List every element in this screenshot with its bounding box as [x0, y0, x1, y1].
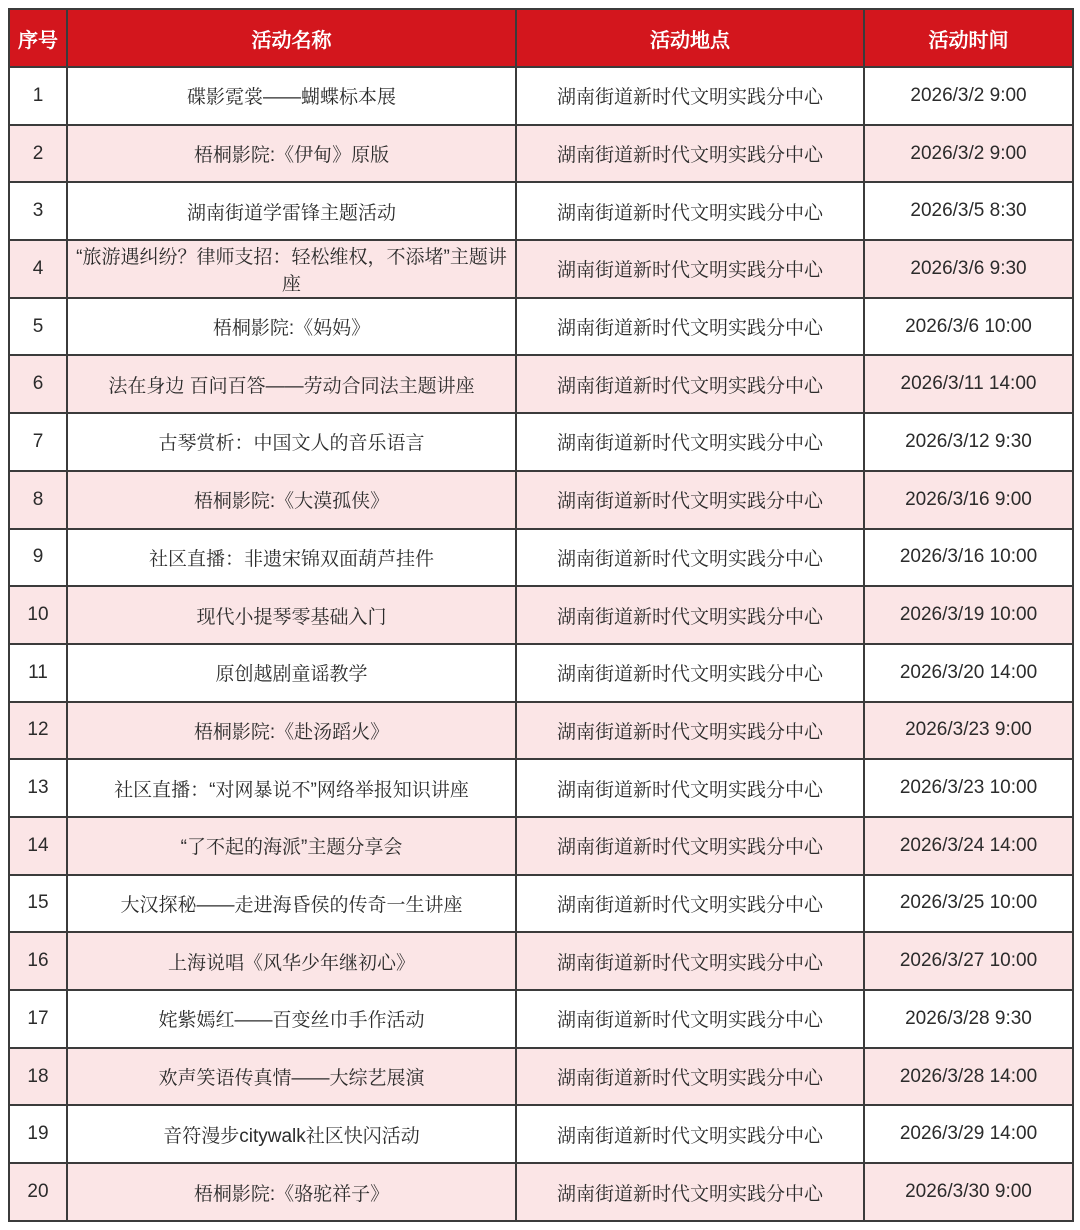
activity-location: 湖南街道新时代文明实践分中心 [516, 1163, 864, 1221]
activity-location: 湖南街道新时代文明实践分中心 [516, 67, 864, 125]
activity-location: 湖南街道新时代文明实践分中心 [516, 759, 864, 817]
row-number: 2 [9, 125, 67, 183]
row-number: 12 [9, 702, 67, 760]
activity-location: 湖南街道新时代文明实践分中心 [516, 990, 864, 1048]
activity-name: 现代小提琴零基础入门 [67, 586, 516, 644]
activity-time: 2026/3/6 10:00 [864, 298, 1073, 356]
activity-time: 2026/3/5 8:30 [864, 182, 1073, 240]
activity-time: 2026/3/19 10:00 [864, 586, 1073, 644]
activity-time: 2026/3/16 9:00 [864, 471, 1073, 529]
activity-name: 社区直播：非遗宋锦双面葫芦挂件 [67, 529, 516, 587]
activity-time: 2026/3/2 9:00 [864, 67, 1073, 125]
row-number: 19 [9, 1105, 67, 1163]
activity-name: 梧桐影院:《赴汤蹈火》 [67, 702, 516, 760]
row-number: 14 [9, 817, 67, 875]
activity-location: 湖南街道新时代文明实践分中心 [516, 125, 864, 183]
table-row [9, 759, 1073, 817]
activity-location: 湖南街道新时代文明实践分中心 [516, 529, 864, 587]
activity-name: 梧桐影院:《大漠孤侠》 [67, 471, 516, 529]
activity-location: 湖南街道新时代文明实践分中心 [516, 355, 864, 413]
row-number: 15 [9, 875, 67, 933]
header-row [9, 9, 1073, 67]
activity-name: 碟影霓裳——蝴蝶标本展 [67, 67, 516, 125]
activity-name: 梧桐影院:《妈妈》 [67, 298, 516, 356]
activity-location: 湖南街道新时代文明实践分中心 [516, 1105, 864, 1163]
row-number: 8 [9, 471, 67, 529]
activity-location: 湖南街道新时代文明实践分中心 [516, 702, 864, 760]
activity-location: 湖南街道新时代文明实践分中心 [516, 875, 864, 933]
activity-time: 2026/3/27 10:00 [864, 932, 1073, 990]
activity-time: 2026/3/25 10:00 [864, 875, 1073, 933]
table-row [9, 817, 1073, 875]
activity-name: 欢声笑语传真情——大综艺展演 [67, 1048, 516, 1106]
activity-name: 社区直播：“对网暴说不”网络举报知识讲座 [67, 759, 516, 817]
activity-time: 2026/3/28 14:00 [864, 1048, 1073, 1106]
activity-name: 梧桐影院:《骆驼祥子》 [67, 1163, 516, 1221]
col-header-time: 活动时间 [864, 9, 1073, 67]
table-row [9, 298, 1073, 356]
row-number: 9 [9, 529, 67, 587]
row-number: 18 [9, 1048, 67, 1106]
row-number: 1 [9, 67, 67, 125]
col-header-location: 活动地点 [516, 9, 864, 67]
activity-name: 梧桐影院:《伊甸》原版 [67, 125, 516, 183]
activity-location: 湖南街道新时代文明实践分中心 [516, 471, 864, 529]
activity-location: 湖南街道新时代文明实践分中心 [516, 644, 864, 702]
activity-name: “旅游遇纠纷？律师支招：轻松维权，不添堵”主题讲座 [67, 240, 516, 298]
table-row [9, 240, 1073, 298]
activity-time: 2026/3/20 14:00 [864, 644, 1073, 702]
activity-time: 2026/3/29 14:00 [864, 1105, 1073, 1163]
activity-time: 2026/3/11 14:00 [864, 355, 1073, 413]
row-number: 13 [9, 759, 67, 817]
activity-name: 音符漫步citywalk社区快闪活动 [67, 1105, 516, 1163]
table-row [9, 182, 1073, 240]
row-number: 6 [9, 355, 67, 413]
row-number: 10 [9, 586, 67, 644]
table-row [9, 1105, 1073, 1163]
activity-time: 2026/3/24 14:00 [864, 817, 1073, 875]
activity-time: 2026/3/16 10:00 [864, 529, 1073, 587]
table-row [9, 586, 1073, 644]
table-row [9, 644, 1073, 702]
activity-time: 2026/3/6 9:30 [864, 240, 1073, 298]
table-row [9, 702, 1073, 760]
activity-location: 湖南街道新时代文明实践分中心 [516, 240, 864, 298]
table-row [9, 413, 1073, 471]
table-row [9, 932, 1073, 990]
table-row [9, 67, 1073, 125]
row-number: 20 [9, 1163, 67, 1221]
activity-name: 原创越剧童谣教学 [67, 644, 516, 702]
activity-location: 湖南街道新时代文明实践分中心 [516, 1048, 864, 1106]
activity-time: 2026/3/2 9:00 [864, 125, 1073, 183]
activity-location: 湖南街道新时代文明实践分中心 [516, 932, 864, 990]
table-row [9, 990, 1073, 1048]
activity-time: 2026/3/28 9:30 [864, 990, 1073, 1048]
activity-time: 2026/3/23 10:00 [864, 759, 1073, 817]
activity-name: 上海说唱《风华少年继初心》 [67, 932, 516, 990]
table-row [9, 529, 1073, 587]
row-number: 4 [9, 240, 67, 298]
activity-location: 湖南街道新时代文明实践分中心 [516, 298, 864, 356]
activity-time: 2026/3/30 9:00 [864, 1163, 1073, 1221]
activity-name: “了不起的海派”主题分享会 [67, 817, 516, 875]
row-number: 11 [9, 644, 67, 702]
table-row [9, 875, 1073, 933]
activity-name: 姹紫嫣红——百变丝巾手作活动 [67, 990, 516, 1048]
row-number: 7 [9, 413, 67, 471]
col-header-number: 序号 [9, 9, 67, 67]
activity-name: 湖南街道学雷锋主题活动 [67, 182, 516, 240]
row-number: 17 [9, 990, 67, 1048]
activity-name: 古琴赏析：中国文人的音乐语言 [67, 413, 516, 471]
activity-name: 大汉探秘——走进海昏侯的传奇一生讲座 [67, 875, 516, 933]
activity-location: 湖南街道新时代文明实践分中心 [516, 586, 864, 644]
row-number: 5 [9, 298, 67, 356]
activity-table [8, 8, 1074, 1222]
activity-location: 湖南街道新时代文明实践分中心 [516, 817, 864, 875]
activity-schedule-table [8, 8, 1072, 1222]
table-row [9, 471, 1073, 529]
activity-location: 湖南街道新时代文明实践分中心 [516, 182, 864, 240]
table-row [9, 355, 1073, 413]
row-number: 16 [9, 932, 67, 990]
activity-name: 法在身边 百问百答——劳动合同法主题讲座 [67, 355, 516, 413]
row-number: 3 [9, 182, 67, 240]
activity-time: 2026/3/23 9:00 [864, 702, 1073, 760]
table-row [9, 1163, 1073, 1221]
activity-time: 2026/3/12 9:30 [864, 413, 1073, 471]
table-row [9, 125, 1073, 183]
table-row [9, 1048, 1073, 1106]
activity-location: 湖南街道新时代文明实践分中心 [516, 413, 864, 471]
col-header-name: 活动名称 [67, 9, 516, 67]
